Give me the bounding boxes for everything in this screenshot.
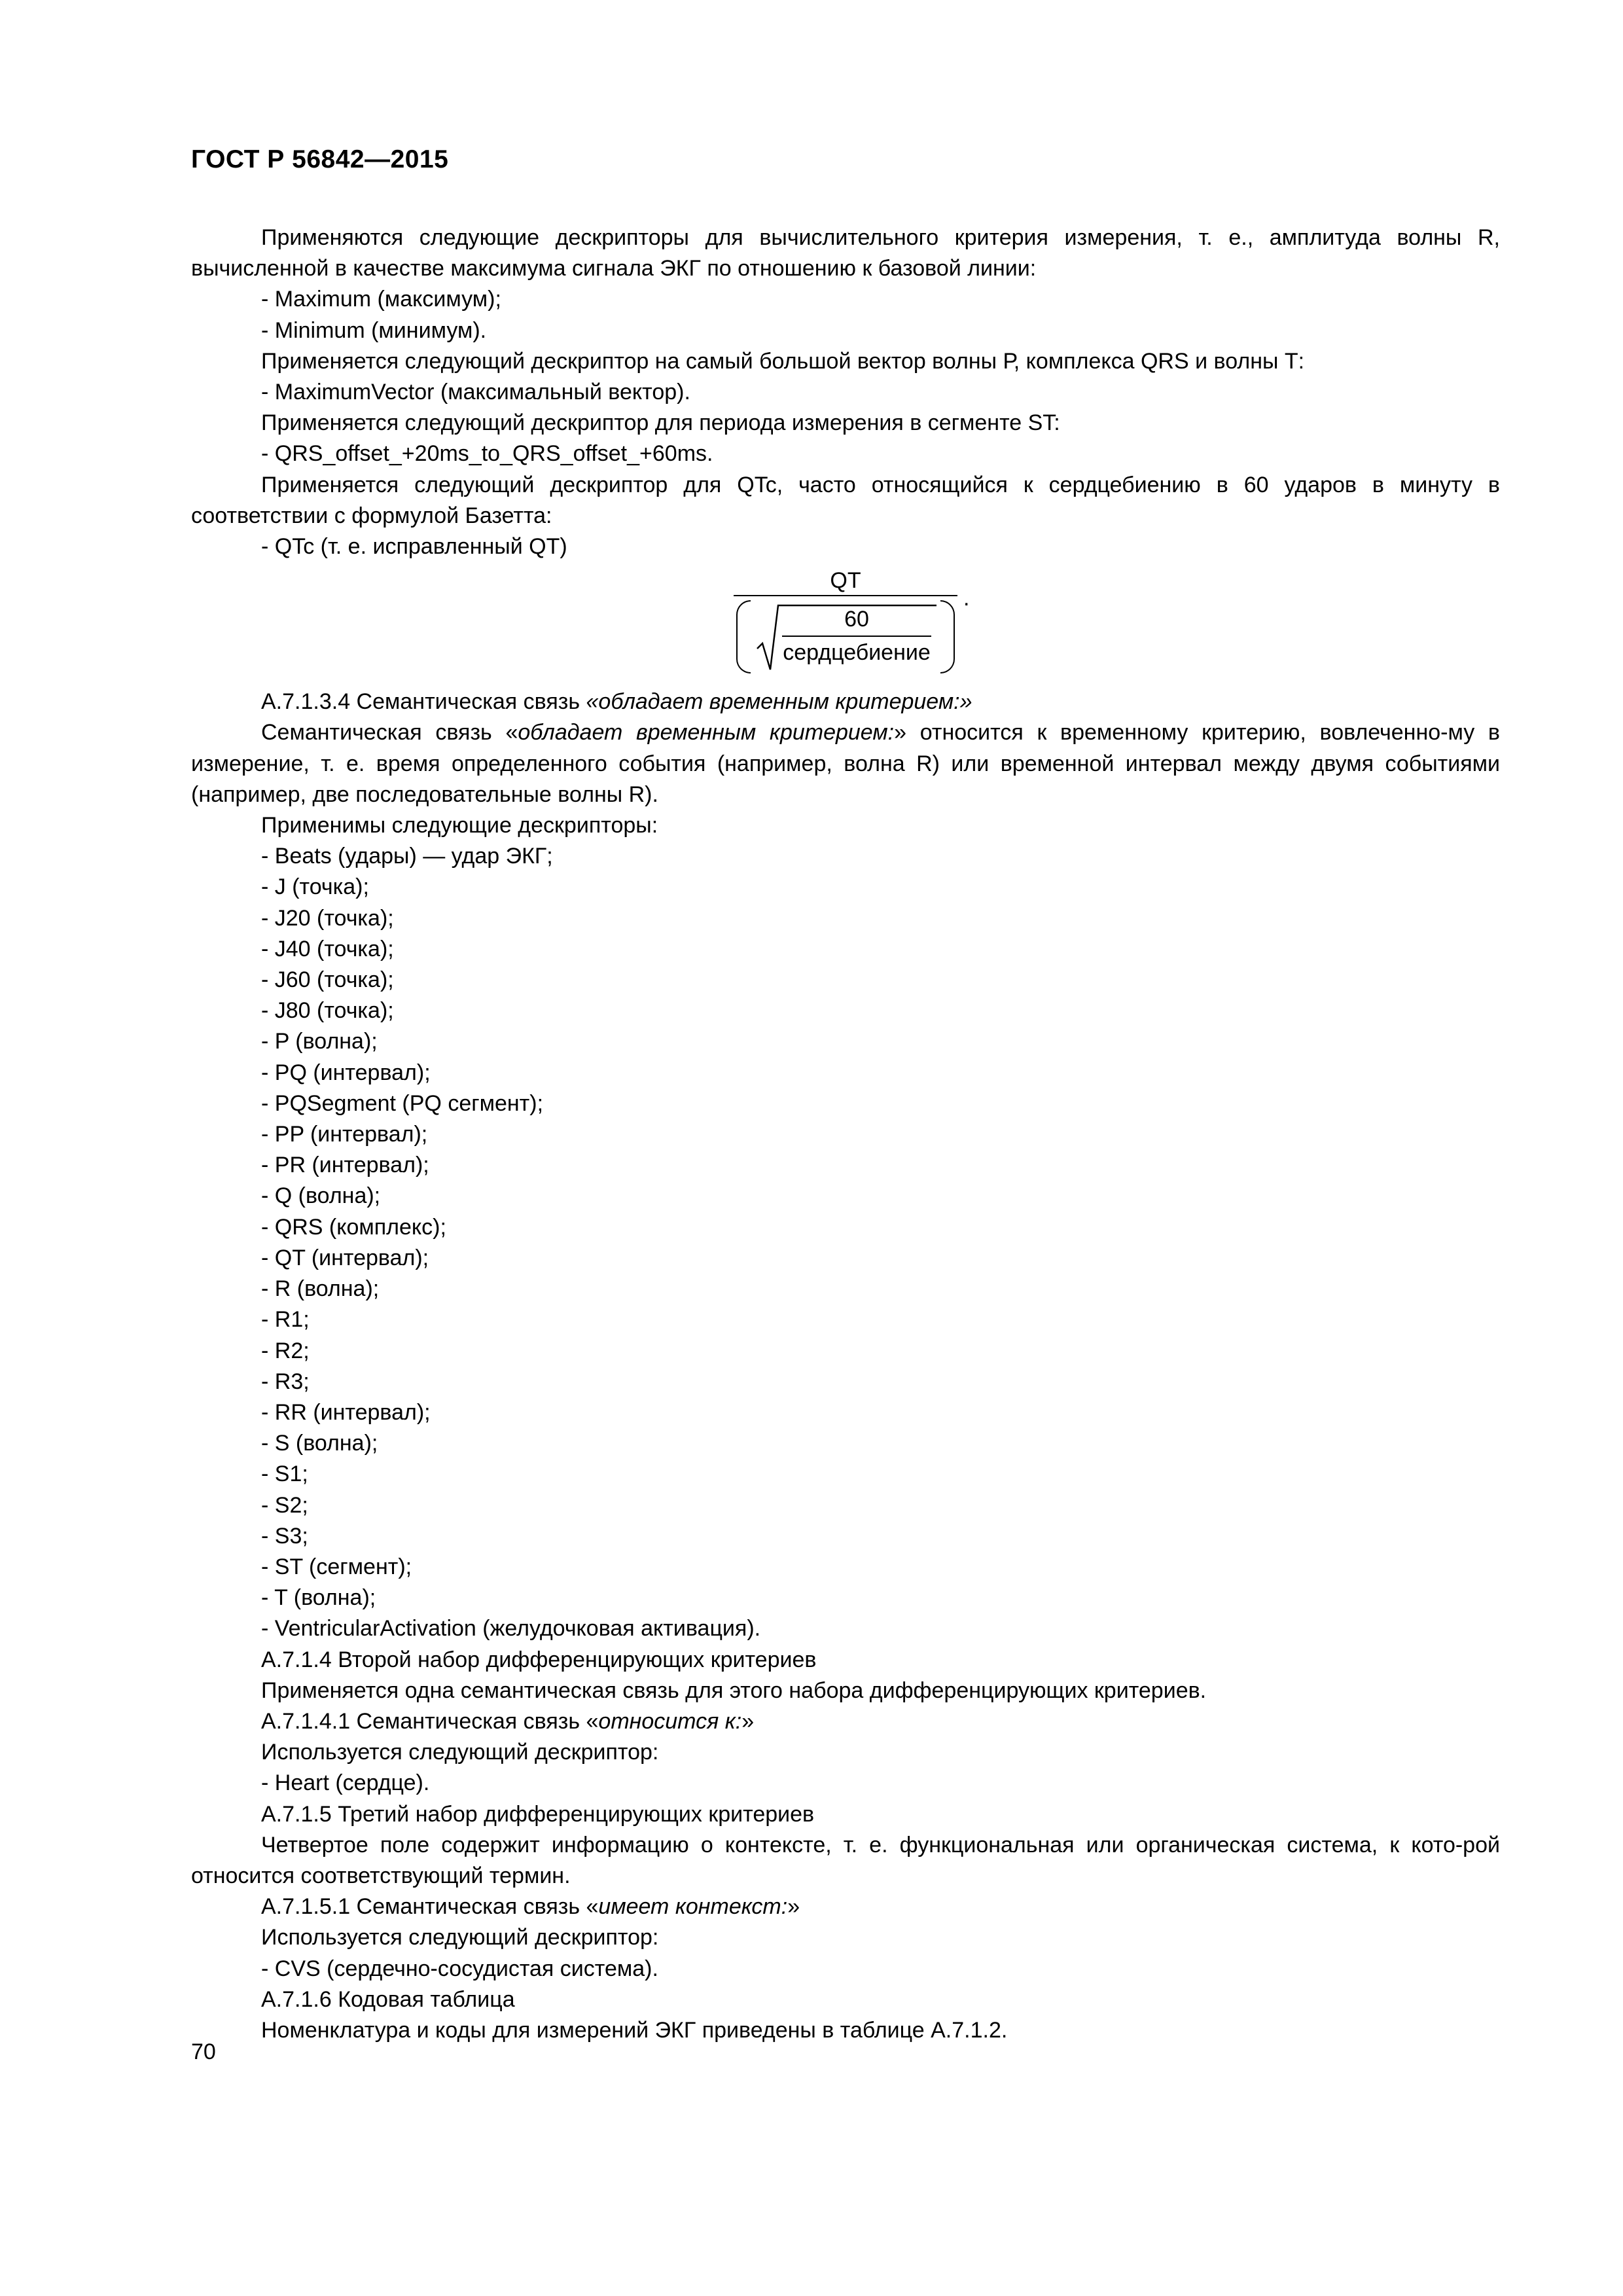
list-item: - P (волна); [261, 1029, 378, 1054]
formula-inner-fraction [778, 605, 935, 667]
formula-fraction-bar [734, 595, 957, 596]
list-item: - ST (сегмент); [261, 1554, 412, 1579]
list-item: - Heart (сердце). [261, 1770, 430, 1796]
list-item: - S3; [261, 1523, 308, 1549]
list-item: - J (точка); [261, 874, 369, 900]
list-item: - R1; [261, 1307, 310, 1333]
list-item: - Maximum (максимум); [261, 287, 501, 312]
paragraph: Применимы следующие дескрипторы: [261, 813, 658, 838]
list-item: - CVS (сердечно-сосудистая система). [261, 1956, 658, 1981]
paragraph: Применяется следующий дескриптор для периода измерения в сегменте ST: [261, 410, 1060, 436]
list-item: - PQ (интервал); [261, 1060, 431, 1085]
list-item: - R2; [261, 1338, 310, 1363]
section-heading: А.7.1.4.1 Семантическая связь «относится к:» [261, 1708, 755, 1734]
section-heading: А.7.1.5.1 Семантическая связь «имеет контекст:» [261, 1894, 800, 1920]
formula-numerator: QT [830, 568, 861, 594]
formula-trailing-dot: . [963, 586, 970, 611]
list-item: - MaximumVector (максимальный вектор). [261, 380, 690, 405]
paragraph: Используется следующий дескриптор: [261, 1740, 659, 1765]
list-item: - S2; [261, 1492, 308, 1518]
page-number: 70 [191, 2039, 216, 2064]
paragraph: Номенклатура и коды для измерений ЭКГ приведены в таблице А.7.1.2. [261, 2017, 1008, 2043]
paragraph: Применяется одна семантическая связь для этого набора дифференцирующих критериев. [261, 1677, 1207, 1703]
section-heading: А.7.1.6 Кодовая таблица [261, 1986, 515, 2012]
list-item: - QRS (комплекс); [261, 1214, 446, 1240]
paragraph: Применяются следующие дескрипторы для вычислительного критерия измерения, т. е., амплитуда волны R, вычисленной в качестве максимума сигнала ЭКГ по отношению к базовой линии: [191, 225, 1500, 281]
section-heading: А.7.1.5 Третий набор дифференцирующих критериев [261, 1801, 815, 1827]
list-item: - S1; [261, 1462, 308, 1487]
section-heading: А.7.1.3.4 Семантическая связь «обладает временным критерием:» [261, 689, 972, 715]
document-header: ГОСТ Р 56842—2015 [191, 145, 449, 173]
formula-inner-numerator: 60 [844, 607, 869, 632]
list-item: - J60 (точка); [261, 967, 394, 993]
paragraph: Применяется следующий дескриптор для QTc, часто относящийся к сердцебиению в 60 ударов в минуту в соответствии с формулой Базетта: [191, 472, 1500, 528]
list-item: - Beats (удары) — удар ЭКГ; [261, 844, 553, 869]
document-body [191, 223, 1500, 2046]
list-item: - R3; [261, 1369, 310, 1394]
paragraph: Семантическая связь «обладает временным критерием:» относится к временному критерию, вовлеченно-му в измерение, т. е. время определенного события (например, волна R) или временной интервал между двумя событиями (например, две последовательные волны R). [191, 720, 1500, 807]
formula-denominator [731, 600, 960, 679]
list-item: - J40 (точка); [261, 936, 394, 961]
list-item: - J20 (точка); [261, 905, 394, 931]
list-item: - S (волна); [261, 1431, 378, 1456]
list-item: - J80 (точка); [261, 998, 394, 1024]
list-item: - Q (волна); [261, 1183, 381, 1209]
list-item: - VentricularActivation (желудочковая активация). [261, 1616, 761, 1641]
paragraph: Четвертое поле содержит информацию о контексте, т. е. функциональная или органическая система, к кото-рой относится соответствующий термин. [191, 1832, 1500, 1888]
list-item: - PP (интервал); [261, 1122, 428, 1147]
right-parenthesis [940, 600, 955, 673]
list-item: - PQSegment (PQ сегмент); [261, 1090, 544, 1116]
list-item: - Minimum (минимум). [261, 317, 487, 343]
list-item: - T (волна); [261, 1585, 376, 1611]
list-item: - RR (интервал); [261, 1399, 431, 1425]
list-item: - QTc (т. е. исправленный QT) [261, 534, 567, 560]
section-heading: А.7.1.4 Второй набор дифференцирующих критериев [261, 1647, 817, 1672]
paragraph: Применяется следующий дескриптор на самый большой вектор волны Р, комплекса QRS и волны Т: [261, 348, 1305, 374]
left-parenthesis [736, 600, 751, 673]
paragraph: Используется следующий дескриптор: [261, 1925, 659, 1950]
list-item: - QT (интервал); [261, 1245, 429, 1270]
qtc-formula [191, 562, 1500, 687]
list-item: - R (волна); [261, 1276, 380, 1302]
list-item: - QRS_offset_+20ms_to_QRS_offset_+60ms. [261, 441, 713, 467]
formula-inner-fraction-bar [782, 636, 931, 637]
formula-inner-denominator: сердцебиение [783, 640, 931, 666]
list-item: - PR (интервал); [261, 1153, 429, 1178]
